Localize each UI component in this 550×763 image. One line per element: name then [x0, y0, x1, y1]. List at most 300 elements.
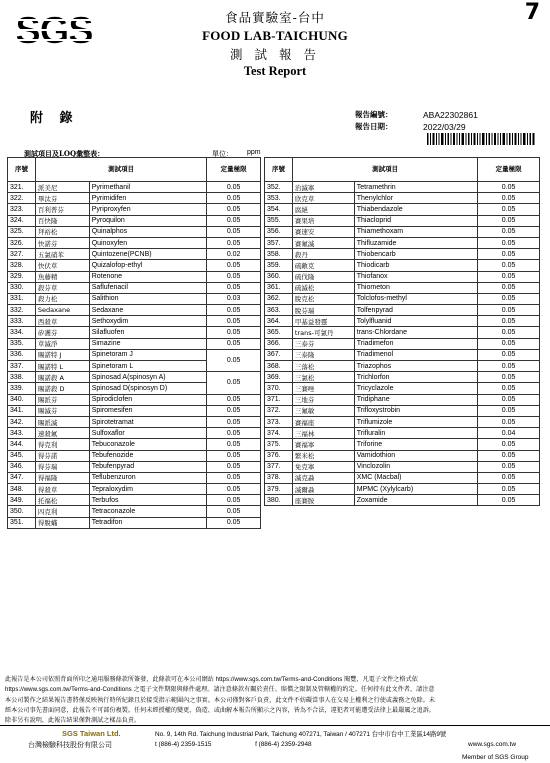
row-number: 378. — [265, 472, 293, 483]
item-name-en: Trichlorfon — [354, 372, 477, 383]
item-name-zh: 賽福座 — [292, 416, 354, 427]
table-row — [8, 316, 261, 327]
row-number: 357. — [265, 237, 293, 248]
loq-value: 0.05 — [478, 450, 540, 461]
row-number: 346. — [8, 461, 36, 472]
row-number: 355. — [265, 215, 293, 226]
loq-value: 0.05 — [207, 439, 261, 450]
row-number: 379. — [265, 484, 293, 495]
item-name-en: Thenylchlor — [354, 193, 477, 204]
table-row — [265, 260, 540, 271]
disclaimer-line: 此報告是本公司依照背面所印之通用服務條款所簽發，此條款可在本公司網站 https://www.sgs.com.tw/Terms-and-Conditions 閱覽，凡電子文件之格式依 — [5, 676, 418, 683]
report-header — [0, 8, 550, 79]
loq-table-left — [7, 157, 261, 529]
footer-address: No. 9, 14th Rd. Taichung Industrial Park, Taichung 407271, Taiwan / 407271 台中市台中工業區14路9號 — [155, 731, 447, 738]
row-number: 377. — [265, 461, 293, 472]
report-title-en: Test Report — [243, 64, 307, 78]
loq-value: 0.05 — [207, 372, 261, 394]
item-name-en: Thiabendazole — [354, 204, 477, 215]
loq-value: 0.05 — [478, 249, 540, 260]
table-row — [265, 394, 540, 405]
loq-value: 0.05 — [478, 305, 540, 316]
item-name-zh: 硫敵克 — [292, 260, 354, 271]
item-name-en: Spinosad D(spinosyn D) — [89, 383, 207, 394]
item-name-zh: 得芬諾 — [35, 450, 89, 461]
item-name-zh: 得芬瑞 — [35, 461, 89, 472]
loq-value: 0.05 — [207, 260, 261, 271]
item-name-en: Pyroquilon — [89, 215, 207, 226]
footer-company-en: SGS Taiwan Ltd. — [62, 729, 121, 738]
item-name-zh: 滅克蝨 — [292, 472, 354, 483]
table-row — [265, 428, 540, 439]
item-name-en: Spiromesifen — [89, 405, 207, 416]
table-row — [8, 405, 261, 416]
loq-value: 0.05 — [207, 349, 261, 371]
item-name-zh: 三地芬 — [292, 394, 354, 405]
table-row — [265, 282, 540, 293]
item-name-en: Terbufos — [89, 495, 207, 506]
row-number: 373. — [265, 416, 293, 427]
loq-value: 0.05 — [207, 506, 261, 517]
report-no-label: 報告編號： — [355, 110, 393, 119]
item-name-zh: 賽氟滅 — [292, 237, 354, 248]
table-row — [265, 461, 540, 472]
unit-value: ppm — [247, 149, 261, 156]
row-number: 335. — [8, 338, 36, 349]
row-number: 360. — [265, 271, 293, 282]
item-name-zh: 四克利 — [35, 506, 89, 517]
row-number: 328. — [8, 260, 36, 271]
row-number: 375. — [265, 439, 293, 450]
table-row — [8, 215, 261, 226]
loq-value: 0.05 — [207, 204, 261, 215]
item-name-zh: 殺芬草 — [35, 282, 89, 293]
item-name-zh: 腐絕 — [292, 204, 354, 215]
row-number: 350. — [8, 506, 36, 517]
row-number: 369. — [265, 372, 293, 383]
table-row — [265, 271, 540, 282]
loq-value: 0.05 — [207, 472, 261, 483]
item-name-zh: 速殺氟 — [35, 428, 89, 439]
item-name-en: Thiobencarb — [354, 249, 477, 260]
item-name-en: Quintozene(PCNB) — [89, 249, 207, 260]
row-number: 324. — [8, 215, 36, 226]
item-name-en: Spirodiclofen — [89, 394, 207, 405]
row-number: 363. — [265, 305, 293, 316]
item-name-zh: 三福林 — [292, 428, 354, 439]
item-name-zh: 三泰芬 — [292, 338, 354, 349]
table-row — [265, 472, 540, 483]
row-number: 353. — [265, 193, 293, 204]
table-row — [8, 450, 261, 461]
item-name-en: Spinosad A(spinosyn A) — [89, 372, 207, 383]
table-row — [8, 260, 261, 271]
table-row — [265, 305, 540, 316]
loq-value: 0.05 — [207, 226, 261, 237]
footer-member: Member of SGS Group — [462, 754, 529, 761]
item-name-en: Spinetoram J — [89, 349, 207, 360]
row-number: 364. — [265, 316, 293, 327]
table-row — [265, 226, 540, 237]
row-number: 336. — [8, 349, 36, 360]
item-name-en: Spinetoram L — [89, 361, 207, 372]
item-name-zh: 賽速安 — [292, 226, 354, 237]
item-name-en: Silafluofen — [89, 327, 207, 338]
item-name-zh: 座賽胺 — [292, 495, 354, 506]
loq-value: 0.05 — [207, 215, 261, 226]
item-name-en: Thiometon — [354, 282, 477, 293]
item-name-en: Tolclofos-methyl — [354, 293, 477, 304]
item-name-en: Thiamethoxam — [354, 226, 477, 237]
table-row — [8, 472, 261, 483]
item-name-zh: 甲基益發靈 — [292, 316, 354, 327]
row-number: 361. — [265, 282, 293, 293]
item-name-en: Spirotetramat — [89, 416, 207, 427]
table-row — [8, 416, 261, 427]
row-number: 337. — [8, 361, 36, 372]
disclaimer-line: 除非另有說明，此報告結果僅對測試之樣品負責。 — [5, 717, 141, 725]
row-number: 362. — [265, 293, 293, 304]
item-name-en: Tetramethrin — [354, 182, 477, 193]
row-number: 327. — [8, 249, 36, 260]
table-row — [8, 204, 261, 215]
loq-table-right — [264, 157, 540, 506]
row-number: 331. — [8, 293, 36, 304]
table-row — [265, 249, 540, 260]
row-number: 332. — [8, 305, 36, 316]
item-name-en: Pyriproxyfen — [89, 204, 207, 215]
footer-website: www.sgs.com.tw — [468, 741, 517, 748]
table-row — [8, 506, 261, 517]
row-number: 365. — [265, 327, 293, 338]
loq-value: 0.03 — [207, 293, 261, 304]
barcode — [427, 133, 535, 145]
item-name-en: Simazine — [89, 338, 207, 349]
row-number: 343. — [8, 428, 36, 439]
row-number: 333. — [8, 316, 36, 327]
item-name-en: Trifloxystrobin — [354, 405, 477, 416]
disclaimer-line: https://www.sgs.com.tw/Terms-and-Conditions 之電子文件期限與條件處理。請注意條款有關於責任、賠償之限制及管轄權的約定。任何持有此文件者，請注意 — [5, 686, 435, 694]
item-name-zh: 賜諾特 L — [35, 361, 89, 372]
row-number: 354. — [265, 204, 293, 215]
item-name-en: Quinoxyfen — [89, 237, 207, 248]
row-number: 370. — [265, 383, 293, 394]
item-name-en: Tetradifon — [89, 517, 207, 528]
loq-value: 0.05 — [478, 372, 540, 383]
row-number: 374. — [265, 428, 293, 439]
item-name-en: Sulfoxaflor — [89, 428, 207, 439]
item-name-zh: 五氯硝苯 — [35, 249, 89, 260]
svg-text:SGS: SGS — [15, 10, 93, 50]
table-row — [8, 461, 261, 472]
unit-label: 單位： — [212, 150, 233, 158]
table-row — [8, 338, 261, 349]
item-name-en: Triforine — [354, 439, 477, 450]
row-number: 345. — [8, 450, 36, 461]
table-row — [265, 383, 540, 394]
item-name-zh: 快伏草 — [35, 260, 89, 271]
header-limit: 定量極限 — [207, 158, 261, 182]
loq-value: 0.04 — [478, 428, 540, 439]
loq-value: 0.05 — [478, 293, 540, 304]
item-name-zh: 百利普芬 — [35, 204, 89, 215]
item-name-zh: Sedaxane — [35, 305, 89, 316]
table-row — [8, 282, 261, 293]
table-row — [8, 182, 261, 193]
item-name-zh: 脫克松 — [292, 293, 354, 304]
table-caption-title: 測試項目及LOQ彙整表： — [24, 149, 105, 158]
item-name-zh: 殺力松 — [35, 293, 89, 304]
table-row — [265, 182, 540, 193]
loq-value: 0.05 — [478, 193, 540, 204]
item-name-en: Tetraconazole — [89, 506, 207, 517]
table-row — [265, 338, 540, 349]
item-name-en: Teflubenzuron — [89, 472, 207, 483]
table-row — [8, 293, 261, 304]
item-name-zh: 草滅淨 — [35, 338, 89, 349]
table-row — [265, 316, 540, 327]
item-name-zh: 得脫蟎 — [35, 517, 89, 528]
table-row — [265, 293, 540, 304]
item-name-en: Tolfenpyrad — [354, 305, 477, 316]
loq-value: 0.05 — [207, 338, 261, 349]
disclaimer-line: 經本公司事先書面同意，此報告不可部份複製。任何未經授權的變更、偽造、或曲解本報告所顯示之內容，皆為不合法，違犯者可能遭受法律上最嚴厲之追訴。 — [5, 706, 436, 714]
item-name-en: Trifluralin — [354, 428, 477, 439]
item-name-zh: 賜諾殺 A — [35, 372, 89, 383]
table-row — [265, 439, 540, 450]
item-name-en: Tricyclazole — [354, 383, 477, 394]
footer-company-zh: 台灣檢驗科技股份有限公司 — [28, 741, 112, 749]
item-name-zh: 拜裕松 — [35, 226, 89, 237]
loq-value: 0.05 — [207, 193, 261, 204]
item-name-zh: 魚藤精 — [35, 271, 89, 282]
loq-value: 0.05 — [478, 394, 540, 405]
item-name-zh: 三賽唑 — [292, 383, 354, 394]
footer-divider — [0, 725, 550, 726]
loq-value: 0.02 — [207, 249, 261, 260]
row-number: 367. — [265, 349, 293, 360]
item-name-zh: 硫滅松 — [292, 282, 354, 293]
row-number: 323. — [8, 204, 36, 215]
report-date: 2022/03/29 — [423, 122, 466, 132]
item-name-zh: 矽護芬 — [35, 327, 89, 338]
loq-value: 0.05 — [478, 472, 540, 483]
table-row — [8, 271, 261, 282]
item-name-en: Tolylfluanid — [354, 316, 477, 327]
report-date-label: 報告日期： — [355, 122, 393, 131]
loq-value: 0.05 — [207, 495, 261, 506]
row-number: 351. — [8, 517, 36, 528]
item-name-en: Sedaxane — [89, 305, 207, 316]
row-number: 366. — [265, 338, 293, 349]
loq-value: 0.05 — [207, 450, 261, 461]
row-number: 352. — [265, 182, 293, 193]
item-name-zh: 繁米松 — [292, 450, 354, 461]
table-header-row — [8, 158, 261, 182]
loq-value: 0.05 — [207, 405, 261, 416]
loq-value: 0.05 — [478, 439, 540, 450]
report-no: ABA22302861 — [423, 110, 478, 120]
item-name-en: Salithion — [89, 293, 207, 304]
row-number: 349. — [8, 495, 36, 506]
item-name-en: Vamidothion — [354, 450, 477, 461]
item-name-en: Thiacloprid — [354, 215, 477, 226]
item-name-en: Rotenone — [89, 271, 207, 282]
table-row — [8, 394, 261, 405]
row-number: 344. — [8, 439, 36, 450]
item-name-zh: 三氯松 — [292, 372, 354, 383]
table-row — [265, 349, 540, 360]
item-name-zh: trans-可氯丹 — [292, 327, 354, 338]
item-name-en: Thiodicarb — [354, 260, 477, 271]
header-item: 測試項目 — [35, 158, 206, 182]
table-row — [8, 517, 261, 528]
row-number: 356. — [265, 226, 293, 237]
loq-value: 0.05 — [478, 338, 540, 349]
row-number: 358. — [265, 249, 293, 260]
report-title-zh: 測 試 報 告 — [230, 47, 320, 62]
item-name-en: Vinclozolin — [354, 461, 477, 472]
table-row — [8, 226, 261, 237]
item-name-zh: 治滅寧 — [292, 182, 354, 193]
item-name-zh: 賜滅芬 — [35, 405, 89, 416]
table-row — [265, 237, 540, 248]
header-limit: 定量極限 — [478, 158, 540, 182]
item-name-zh: 西殺草 — [35, 316, 89, 327]
loq-value: 0.05 — [207, 394, 261, 405]
table-row — [265, 450, 540, 461]
table-row — [8, 495, 261, 506]
loq-value: 0.05 — [478, 182, 540, 193]
loq-value: 0.05 — [478, 204, 540, 215]
loq-value: 0.05 — [478, 215, 540, 226]
item-name-en: Thifluzamide — [354, 237, 477, 248]
loq-value: 0.05 — [478, 349, 540, 360]
loq-value: 0.05 — [478, 327, 540, 338]
row-number: 348. — [8, 484, 36, 495]
disclaimer — [5, 675, 545, 726]
loq-value: 0.05 — [207, 416, 261, 427]
table-row — [265, 204, 540, 215]
item-name-zh: 脫芬瑞 — [292, 305, 354, 316]
table-row — [265, 405, 540, 416]
item-name-zh: 托福松 — [35, 495, 89, 506]
table-row — [265, 484, 540, 495]
row-number: 347. — [8, 472, 36, 483]
item-name-zh: 賜派芬 — [35, 394, 89, 405]
item-name-en: Tebufenpyrad — [89, 461, 207, 472]
loq-value: 0.05 — [478, 260, 540, 271]
row-number: 329. — [8, 271, 36, 282]
row-number: 321. — [8, 182, 36, 193]
loq-value: 0.05 — [478, 226, 540, 237]
item-name-zh: 賜諾殺 D — [35, 383, 89, 394]
header-no: 序號 — [8, 158, 36, 182]
row-number: 334. — [8, 327, 36, 338]
item-name-en: Tebuconazole — [89, 439, 207, 450]
table-row — [8, 327, 261, 338]
loq-value: 0.05 — [478, 361, 540, 372]
item-name-en: Tebufenozide — [89, 450, 207, 461]
loq-value: 0.05 — [478, 416, 540, 427]
table-row — [265, 193, 540, 204]
lab-name-en: FOOD LAB-TAICHUNG — [202, 28, 348, 43]
row-number: 326. — [8, 237, 36, 248]
item-name-zh: 派美尼 — [35, 182, 89, 193]
loq-value: 0.05 — [478, 316, 540, 327]
table-row — [8, 484, 261, 495]
item-name-en: Thiofanox — [354, 271, 477, 282]
item-name-zh: 三氟敏 — [292, 405, 354, 416]
item-name-en: Quizalofop-ethyl — [89, 260, 207, 271]
row-number: 339. — [8, 383, 36, 394]
row-number: 372. — [265, 405, 293, 416]
row-number: 380. — [265, 495, 293, 506]
loq-value: 0.05 — [207, 517, 261, 528]
item-name-zh: 硫伐隆 — [292, 271, 354, 282]
item-name-zh: 免克寧 — [292, 461, 354, 472]
table-row — [8, 428, 261, 439]
report-meta — [355, 109, 478, 133]
table-row — [8, 249, 261, 260]
row-number: 330. — [8, 282, 36, 293]
item-name-zh: 快諾芬 — [35, 237, 89, 248]
table-row — [8, 193, 261, 204]
item-name-zh: 賽果培 — [292, 215, 354, 226]
item-name-en: Tepraloxydim — [89, 484, 207, 495]
table-row — [265, 215, 540, 226]
row-number: 342. — [8, 416, 36, 427]
table-row — [8, 349, 261, 360]
item-name-en: Zoxamide — [354, 495, 477, 506]
row-number: 341. — [8, 405, 36, 416]
row-number: 338. — [8, 372, 36, 383]
loq-value: 0.05 — [207, 237, 261, 248]
loq-value: 0.05 — [207, 484, 261, 495]
loq-value: 0.05 — [478, 282, 540, 293]
item-name-zh: 得殺草 — [35, 484, 89, 495]
item-name-en: Triadimefon — [354, 338, 477, 349]
loq-value: 0.05 — [207, 327, 261, 338]
disclaimer-line: 本公司製作之結果報告書將僅反映執行時所紀錄且於接受指示範圍內之事實。本公司僅對客戶負責，此文件不妨礙當事人在交易上權利之行使或義務之免除。未 — [5, 696, 436, 704]
loq-value: 0.05 — [478, 271, 540, 282]
loq-value: 0.05 — [207, 305, 261, 316]
loq-value: 0.05 — [207, 461, 261, 472]
item-name-zh: 賽福寧 — [292, 439, 354, 450]
footer-address-block — [155, 730, 446, 750]
loq-value: 0.05 — [478, 237, 540, 248]
header-no: 序號 — [265, 158, 293, 182]
loq-value: 0.05 — [207, 316, 261, 327]
item-name-zh: 欣克草 — [292, 193, 354, 204]
item-name-zh: 賜諾特 J — [35, 349, 89, 360]
row-number: 322. — [8, 193, 36, 204]
item-name-en: Tridiphane — [354, 394, 477, 405]
footer-fax: f (886-4) 2359-2948 — [255, 741, 312, 748]
item-name-en: Quinalphos — [89, 226, 207, 237]
item-name-zh: 得福隆 — [35, 472, 89, 483]
item-name-en: Triazophos — [354, 361, 477, 372]
loq-value: 0.05 — [207, 271, 261, 282]
row-number: 340. — [8, 394, 36, 405]
table-row — [265, 416, 540, 427]
loq-value: 0.05 — [207, 182, 261, 193]
loq-value: 0.05 — [478, 484, 540, 495]
loq-value: 0.05 — [207, 282, 261, 293]
item-name-zh: 三泰隆 — [292, 349, 354, 360]
item-name-en: trans-Chlordane — [354, 327, 477, 338]
table-row — [8, 305, 261, 316]
